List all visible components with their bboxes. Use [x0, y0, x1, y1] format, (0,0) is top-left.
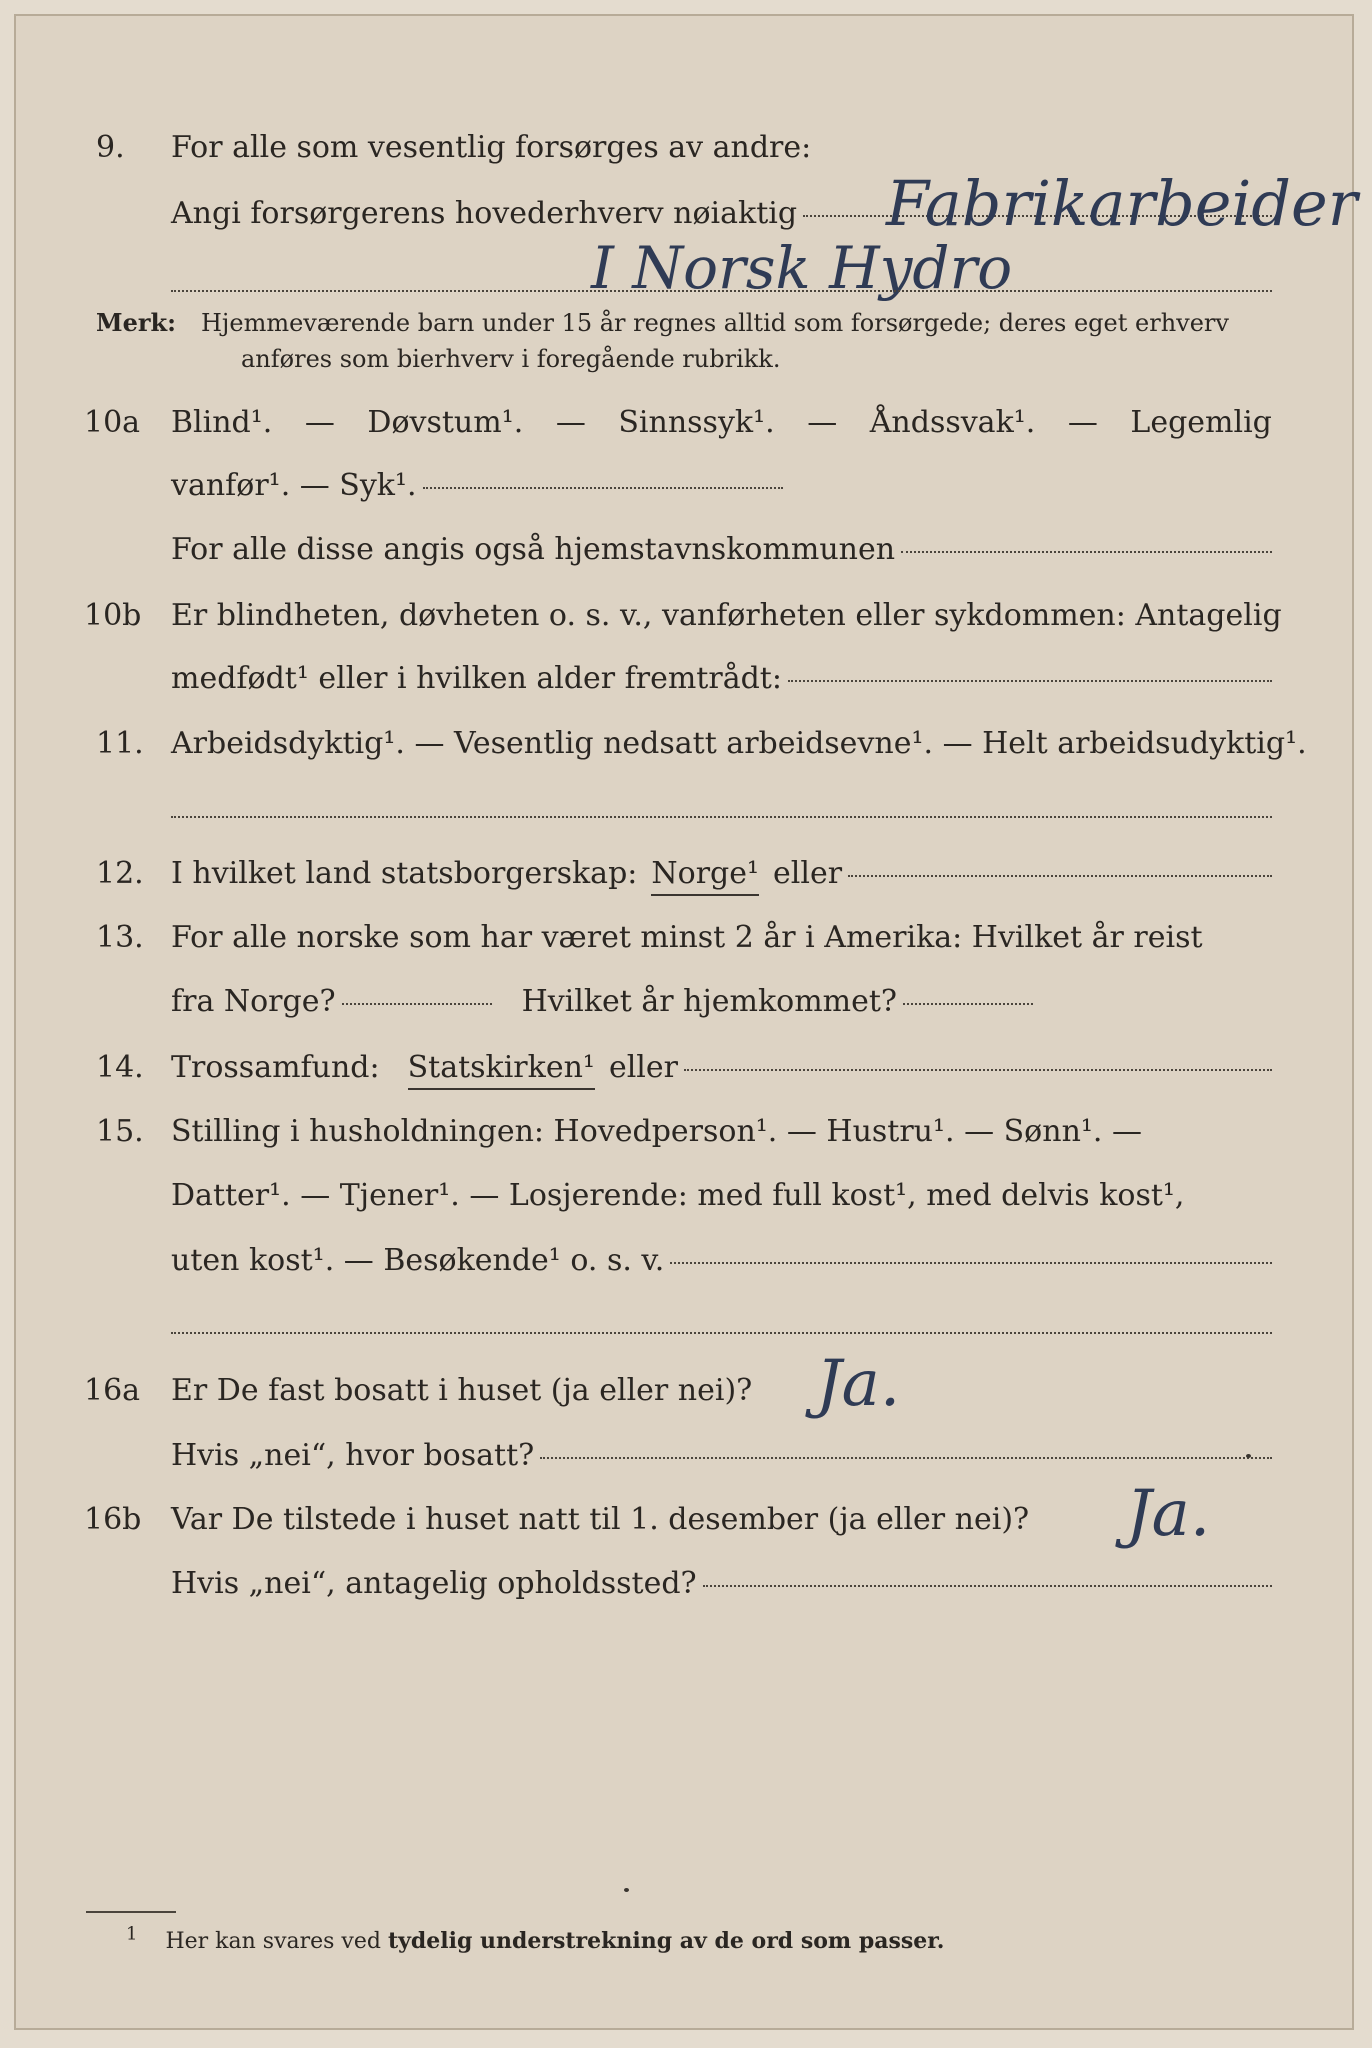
- q10b-answer-rule: [788, 678, 1272, 682]
- q16a-text1: Er De fast bosatt i huset (ja eller nei)?: [171, 1373, 753, 1408]
- q14-suffix: eller: [608, 1050, 678, 1085]
- q10a-home-rule: [901, 549, 1272, 553]
- footnote: [126, 1923, 945, 1957]
- q10a-word: Sinnssyk¹.: [618, 405, 775, 440]
- q12-suffix: eller: [773, 856, 843, 891]
- q13-text2b: Hvilket år hjemkommet?: [521, 984, 898, 1019]
- q12-option-norge: Norge¹: [651, 854, 759, 896]
- q10b-number: 10b: [84, 598, 142, 633]
- q11-number: 11.: [96, 726, 144, 761]
- q12-line1: [16, 854, 1352, 894]
- q9-text1: For alle som vesentlig forsørges av andre:: [171, 130, 812, 165]
- q11-text1: Arbeidsdyktig¹. — Vesentlig nedsatt arbeidsevne¹. — Helt arbeidsudyktig¹.: [171, 726, 1307, 761]
- q16a-line2: [16, 1436, 1352, 1476]
- q10a-word: Legemlig: [1130, 405, 1272, 440]
- q15-answer-rule: [670, 1260, 1272, 1264]
- q13-text1: For alle norske som har været minst 2 år i Amerika: Hvilket år reist: [171, 920, 1203, 955]
- q16a-answer-rule: [540, 1455, 1272, 1459]
- q9-handwritten-answer1: Fabrikarbeider: [886, 167, 1358, 240]
- q15-text1: Stilling i husholdningen: Hovedperson¹. — Hustru¹. — Sønn¹. —: [171, 1114, 1142, 1149]
- q16a-line1: [16, 1371, 1352, 1411]
- q9-text2: Angi forsørgerens hovederhverv nøiaktig: [171, 196, 798, 231]
- q14-answer-rule: [684, 1067, 1272, 1071]
- q15-second-rule: [171, 1332, 1272, 1334]
- q12-answer-rule: [848, 873, 1272, 877]
- q10a-text3: For alle disse angis også hjemstavnskommunen: [171, 532, 896, 567]
- q9-number: 9.: [96, 130, 125, 165]
- q9-handwritten-answer2: I Norsk Hydro: [591, 234, 1013, 302]
- q10b-text2: medfødt¹ eller i hvilken alder fremtrådt:: [171, 661, 782, 696]
- q9-line1: [16, 128, 1352, 168]
- q10a-word: Åndssvak¹.: [869, 405, 1036, 440]
- q12-prefix: I hvilket land statsborgerskap:: [171, 856, 638, 891]
- ink-speck: [624, 1888, 629, 1892]
- q10b-line1: [16, 596, 1352, 636]
- q16b-line2: [16, 1564, 1352, 1604]
- q11-answer-rule: [171, 816, 1272, 818]
- q13-reist-rule: [342, 1001, 492, 1005]
- merk-text1: Hjemmeværende barn under 15 år regnes alltid som forsørgede; deres eget erhverv: [201, 309, 1229, 337]
- merk-text2: anføres som bierhverv i foregående rubrikk.: [241, 345, 781, 373]
- q15-line1: [16, 1112, 1352, 1152]
- q13-line1: [16, 918, 1352, 958]
- q10a-word: Blind¹.: [171, 405, 273, 440]
- q15-text3: uten kost¹. — Besøkende¹ o. s. v.: [171, 1243, 665, 1278]
- footnote-mark: 1: [126, 1923, 138, 1945]
- q13-number: 13.: [96, 920, 144, 955]
- q10a-answer-rule: [423, 485, 783, 489]
- q16a-text2: Hvis „nei“, hvor bosatt?: [171, 1438, 535, 1473]
- q10b-line2: [16, 659, 1352, 699]
- q10a-word: —: [807, 405, 838, 440]
- q15-number: 15.: [96, 1114, 144, 1149]
- q10a-word: —: [1067, 405, 1098, 440]
- q13-text2a: fra Norge?: [171, 984, 336, 1019]
- q10a-word: Døvstum¹.: [367, 405, 524, 440]
- q10a-line3: [16, 530, 1352, 570]
- footnote-text-bold: tydelig understrekning av de ord som passer.: [387, 1928, 945, 1954]
- q13-hjemkommet-rule: [903, 1001, 1033, 1005]
- q14-option-statskirken: Statskirken¹: [408, 1048, 595, 1090]
- q14-line1: [16, 1048, 1352, 1088]
- q16b-handwritten-answer: Ja.: [1126, 1477, 1211, 1551]
- q15-text2: Datter¹. — Tjener¹. — Losjerende: med full kost¹, med delvis kost¹,: [171, 1178, 1185, 1213]
- census-form-page: [14, 14, 1358, 2030]
- q15-line3: [16, 1241, 1352, 1281]
- q16a-handwritten-answer: Ja.: [816, 1347, 901, 1421]
- q10a-word: —: [555, 405, 586, 440]
- q10a-text2: vanfør¹. — Syk¹.: [171, 468, 417, 503]
- q10b-text1: Er blindheten, døvheten o. s. v., vanførheten eller sykdommen: Antagelig: [171, 598, 1282, 633]
- footnote-text-plain: Her kan svares ved: [165, 1929, 381, 1954]
- q9-second-rule: [171, 290, 1272, 292]
- q16b-text2: Hvis „nei“, antagelig opholdssted?: [171, 1566, 697, 1601]
- q13-line2: [16, 982, 1352, 1022]
- q12-number: 12.: [96, 856, 144, 891]
- q14-number: 14.: [96, 1050, 144, 1085]
- q15-line2: [16, 1176, 1352, 1216]
- q10a-line2: [16, 466, 1352, 506]
- q10a-word: —: [304, 405, 335, 440]
- q11-line1: [16, 724, 1352, 764]
- q10a-number: 10a: [84, 405, 141, 440]
- ink-speck: [1246, 1454, 1251, 1458]
- q16b-text1: Var De tilstede i huset natt til 1. desember (ja eller nei)?: [171, 1502, 1030, 1537]
- q16a-number: 16a: [84, 1373, 141, 1408]
- q10a-line1: [16, 403, 1352, 443]
- q16b-number: 16b: [84, 1502, 142, 1537]
- q16b-answer-rule: [703, 1583, 1272, 1587]
- q14-prefix: Trossamfund:: [171, 1050, 380, 1085]
- footnote-rule: [86, 1911, 176, 1913]
- merk-label: Merk:: [96, 308, 176, 337]
